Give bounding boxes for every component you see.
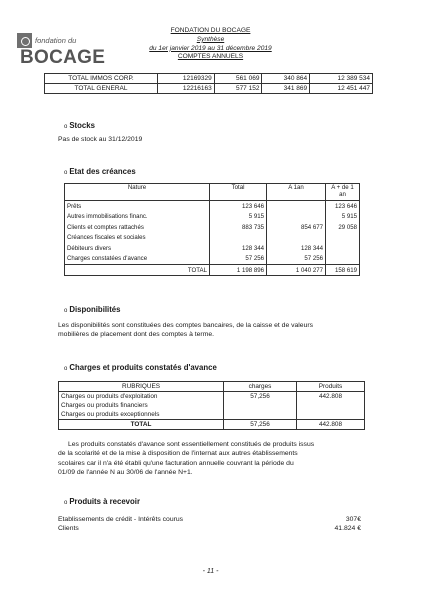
cell-value: 341 869: [262, 84, 310, 94]
row-label: Débiteurs divers: [65, 243, 210, 254]
row-label: Charges ou produits d'exploitation: [59, 392, 224, 402]
row-label: TOTAL GENERAL: [45, 84, 158, 94]
section-title-produits-recevoir: o Produits à recevoir: [64, 497, 140, 506]
list-item: Etablissements de crédit - Intérêts courus 307€: [58, 516, 361, 523]
cell-value: 12169329: [158, 74, 215, 84]
table-row: Charges ou produits d'exploitation 57,256 442.808: [59, 392, 365, 402]
produits-recevoir-list: [58, 515, 361, 534]
table-header-row: [65, 184, 360, 201]
row-label: TOTAL IMMOS CORP.: [45, 74, 158, 84]
row-label: Clients et comptes rattachés: [65, 222, 210, 233]
table-row: [65, 233, 360, 244]
bullet-icon: o: [64, 170, 68, 176]
table-row: [45, 74, 373, 84]
table-row: [59, 410, 365, 420]
total-row: TOTAL 57,256 442.808: [59, 420, 365, 430]
charges-produits-paragraph: Les produits constatés d'avance sont essentiellement constitués de produits issus de la scolarité et de la mise à disposition de l'internat aux autres établissements scolaires car il n'a été établi qu'une facturation annuelle couvrant la période du 01/09 de l'année N au 30/06 de l'année N+1.: [58, 441, 315, 476]
document-header: [0, 27, 421, 62]
col-header-a1plus: A + de 1 an: [326, 184, 360, 201]
cell-value: 561 069: [214, 74, 262, 84]
cell-value: 12 389 534: [310, 74, 373, 84]
section-title-creances: o Etat des créances: [64, 167, 136, 176]
disponibilites-text: Les disponibilités sont constituées des comptes bancaires, de la caisse et de valeurs mobilières de placement dont des comptes à terme.: [58, 322, 314, 339]
page-number: - 11 -: [202, 568, 219, 575]
section-title-charges-produits: o Charges et produits constatés d'avance: [64, 363, 217, 372]
table-row: Prêts 123 646 123 646: [65, 201, 360, 212]
cell-value: 577 152: [214, 84, 262, 94]
stocks-text: Pas de stock au 31/12/2019: [58, 136, 143, 143]
col-header-a1an: A 1an: [267, 184, 326, 201]
table-row: [45, 84, 373, 94]
table-row: [59, 401, 365, 410]
bullet-icon: o: [64, 500, 68, 506]
row-label: Autres immobilisations financ.: [65, 212, 210, 223]
logo-small-text: fondation du: [35, 36, 77, 45]
list-item: Clients 41.824 €: [58, 525, 361, 533]
total-row: TOTAL 1 198 896 1 040 277 158 619: [65, 265, 360, 276]
header-org: FONDATION DU BOCAGE: [170, 27, 251, 34]
col-header-rubriques: RUBRIQUES: [59, 382, 224, 392]
col-header-total: Total: [210, 184, 267, 201]
col-header-nature: Nature: [65, 184, 210, 201]
row-label: Charges ou produits exceptionnels: [59, 410, 224, 420]
cell-value: 12 451 447: [310, 84, 373, 94]
header-period: du 1er janvier 2019 au 31 décembre 2019: [149, 44, 272, 52]
total-label: TOTAL: [65, 265, 210, 276]
bullet-icon: o: [64, 308, 68, 314]
col-header-produits: Produits: [297, 382, 365, 392]
bullet-icon: o: [64, 124, 68, 130]
header-title: Synthèse: [196, 35, 225, 43]
section-title-stocks: o Stocks: [64, 121, 95, 130]
cell-value: 12216163: [158, 84, 215, 94]
logo-big-text: BOCAGE: [20, 47, 106, 68]
immobilisations-totals-table: [44, 73, 373, 94]
table-row: Charges constatées d'avance 57 256 57 256: [65, 254, 360, 265]
bullet-icon: o: [64, 366, 68, 372]
row-label: Charges ou produits financiers: [59, 401, 224, 410]
row-label: Prêts: [65, 201, 210, 212]
header-subtitle: COMPTES ANNUELS: [177, 53, 244, 61]
row-label: Créances fiscales et sociales: [65, 233, 210, 244]
table-row: Clients et comptes rattachés 883 735 854 677 29 058: [65, 222, 360, 233]
table-row: Débiteurs divers 128 344 128 344: [65, 243, 360, 254]
table-row: Autres immobilisations financ. 5 915 5 915: [65, 212, 360, 223]
creances-table: [64, 183, 360, 276]
section-title-disponibilites: o Disponibilités: [64, 305, 121, 314]
cell-value: 340 864: [262, 74, 310, 84]
charges-produits-table: [58, 381, 365, 430]
table-header-row: [59, 382, 365, 392]
total-label: TOTAL: [59, 420, 224, 430]
col-header-charges: charges: [224, 382, 297, 392]
row-label: Charges constatées d'avance: [65, 254, 210, 265]
